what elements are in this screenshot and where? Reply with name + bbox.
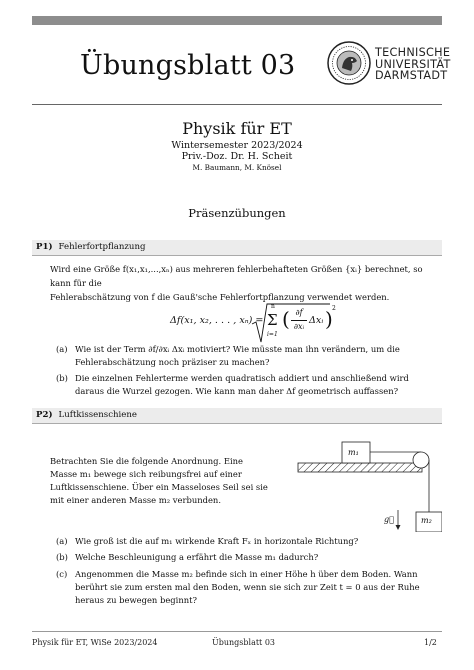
air-track-diagram — [290, 436, 442, 532]
formula-lhs: Δf(x₁, x₂, . . . , xₙ) = — [170, 315, 264, 326]
university-line-2: UNIVERSITÄT — [375, 57, 451, 71]
university-name — [375, 47, 451, 82]
lecturer: Priv.-Doz. Dr. H. Scheit — [181, 151, 293, 162]
header-bar — [32, 16, 442, 25]
problem1-title: Fehlerfortpflanzung — [58, 242, 146, 252]
course-name: Physik für ET — [182, 119, 292, 138]
item-label: (b) — [56, 552, 68, 562]
university-line-3: DARMSTADT — [375, 69, 448, 82]
problem1-item-a — [56, 343, 440, 369]
item-label: (a) — [56, 344, 68, 354]
problem1-intro-line2: Fehlerabschätzung von f die Gauß'sche Fehlerfortpflanzung verwendet werden. — [50, 292, 390, 302]
partial-numerator: ∂f — [295, 308, 303, 317]
problem2-title: Luftkissenschiene — [58, 410, 138, 420]
problem2-item-c — [56, 568, 440, 607]
mass-2-label: m₂ — [421, 516, 432, 525]
pulley — [413, 452, 429, 468]
exponent: 2 — [332, 305, 336, 312]
footer-sheet: Übungsblatt 03 — [212, 638, 275, 647]
sum-sign: Σ — [267, 311, 278, 329]
section-title: Präsenzübungen — [188, 206, 286, 220]
item-label: (c) — [56, 569, 68, 579]
course-info — [32, 140, 442, 162]
problem1-intro — [50, 262, 440, 304]
problem1-number: P1) — [36, 242, 53, 252]
item-label: (a) — [56, 536, 68, 546]
item-label: (b) — [56, 373, 68, 383]
problem2-intro: Betrachten Sie die folgende Anordnung. Eine Masse m₁ bewege sich reibungsfrei auf einer Luftkissenschiene. Über ein Masseloses Seil sei sie mit einer anderen Masse m₂ verbunden. — [50, 456, 268, 505]
item-text: Die einzelnen Fehlerterme werden quadratisch addiert und anschließend wird daraus die Wurzel gezogen. Wie kann man daher Δf geometrisch auffassen? — [75, 373, 409, 396]
problem2-number: P2) — [36, 410, 53, 420]
problem1-item-b — [56, 372, 440, 398]
left-paren: ( — [282, 307, 290, 331]
footer-page: 1/2 — [424, 638, 437, 647]
item-text: Angenommen die Masse m₂ befinde sich in einer Höhe h über dem Boden. Wann berührt sie zum ersten mal den Boden, wenn sie sich zur Zeit t = 0 aus der Ruhe heraus zu bewegen beginnt? — [75, 569, 420, 605]
university-line-1: TECHNISCHE — [375, 46, 451, 59]
air-track — [298, 463, 422, 472]
mass-1-label: m₁ — [348, 448, 359, 457]
item-text: Wie ist der Term ∂f/∂xᵢ Δxᵢ motiviert? Wie müsste man ihn verändern, um die Fehlerabschätzung noch präziser zu machen? — [75, 344, 400, 367]
error-propagation-formula — [170, 302, 370, 344]
delta-x-term: Δxᵢ — [309, 315, 324, 326]
item-text: Welche Beschleunigung a erfährt die Masse m₁ dadurch? — [75, 552, 319, 562]
header-divider — [32, 104, 442, 105]
problem1-header — [36, 242, 145, 252]
footer-course: Physik für ET, WiSe 2023/2024 — [32, 638, 158, 647]
sum-upper-limit: n — [271, 303, 275, 310]
footer-divider — [32, 631, 442, 632]
sum-lower-limit: i=1 — [267, 331, 278, 338]
problem2-item-b — [56, 551, 440, 564]
gravity-label: g⃗ — [384, 515, 394, 524]
problem1-intro-line1: Wird eine Größe f(x₁,x₁,...,xₙ) aus mehreren fehlerbehafteten Größen {xᵢ} berechnet, so kann für die — [50, 264, 423, 288]
right-paren: ) — [325, 307, 333, 331]
semester: Wintersemester 2023/2024 — [171, 140, 303, 151]
problem2-item-a — [56, 535, 440, 548]
partial-denominator: ∂xᵢ — [293, 322, 305, 331]
fraction-bar — [291, 320, 307, 321]
assistants: M. Baumann, M. Knösel — [192, 163, 282, 172]
university-seal-logo — [327, 41, 371, 85]
sheet-title: Übungsblatt 03 — [80, 50, 296, 81]
item-text: Wie groß ist die auf m₁ wirkende Kraft Fₓ in horizontale Richtung? — [75, 536, 359, 546]
problem2-header — [36, 410, 137, 420]
